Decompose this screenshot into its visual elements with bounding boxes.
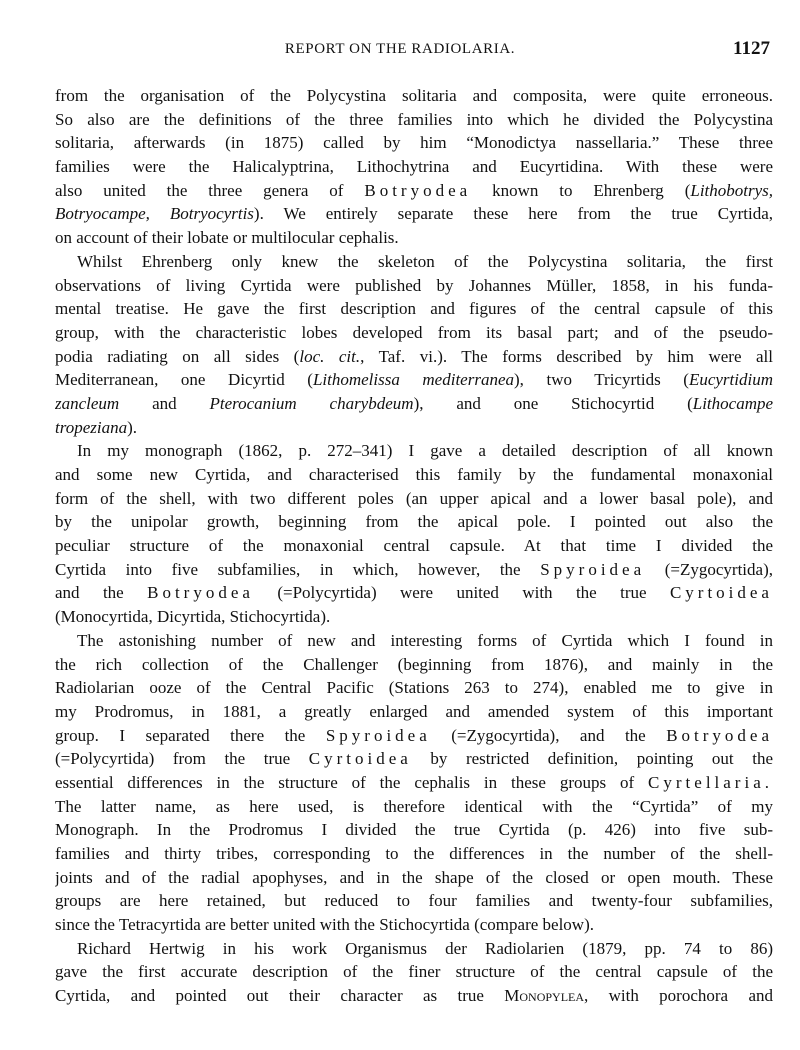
text-line: [55, 392, 773, 416]
italic-text: tropeziana: [55, 417, 128, 437]
text-segment: The latter name, as here used, is therefore identical with the “Cyrtida” of my: [55, 796, 773, 816]
text-line: [55, 84, 773, 108]
italic-text: Lithobotrys,: [690, 180, 773, 200]
text-line: [55, 108, 773, 132]
text-segment: gave the first accurate description of the finer structure of the central capsule of the: [55, 962, 773, 982]
text-segment: joints and of the radial apophyses, and in the shape of the closed or open mouth. These: [55, 867, 773, 887]
text-segment: ).: [127, 417, 138, 437]
text-line: [55, 439, 773, 463]
text-segment: the rich collection of the Challenger (beginning from 1876), and mainly in the: [55, 654, 773, 674]
text-segment: observations of living Cyrtida were published by Johannes Müller, 1858, in his funda-: [55, 275, 773, 295]
text-line: [55, 179, 773, 203]
text-segment: Monograph. In the Prodromus I divided the true Cyrtida (p. 426) into five sub-: [55, 820, 773, 840]
text-line: [55, 274, 773, 298]
text-segment: Cyrtida, and pointed out their character as true: [55, 986, 505, 1006]
text-line: [55, 202, 773, 226]
spaced-taxon-name: Cyrtoidea: [669, 583, 773, 603]
text-segment: The astonishing number of new and interesting forms of Cyrtida which I found in: [77, 630, 773, 650]
running-title: REPORT ON THE RADIOLARIA.: [284, 41, 516, 57]
italic-text: loc. cit.: [299, 346, 361, 366]
text-segment: group, with the characteristic lobes developed from its basal part; and of the pseudo-: [55, 322, 773, 342]
text-segment: on account of their lobate or multilocular cephalis.: [55, 228, 399, 248]
text-segment: form of the shell, with two different poles (an upper apical and a lower basal pole), and: [55, 488, 773, 508]
text-segment: , with porochora and: [584, 986, 773, 1006]
italic-text: Pterocanium charybdeum: [209, 393, 414, 413]
text-line: [55, 368, 773, 392]
text-segment: , Taf. vi.). The forms described by him were all: [360, 346, 773, 366]
italic-text: zancleum: [55, 393, 120, 413]
spaced-taxon-name: Spyroidea: [325, 725, 431, 745]
text-segment: (=Polycyrtida) were united with the true: [253, 583, 670, 603]
text-line: [55, 889, 773, 913]
text-segment: my Prodromus, in 1881, a greatly enlarged and amended system of this important: [55, 701, 773, 721]
text-segment: Richard Hertwig in his work Organismus der Radiolarien (1879, pp. 74 to 86): [77, 938, 773, 958]
text-line: [55, 724, 773, 748]
text-segment: podia radiating on all sides (: [55, 346, 300, 366]
text-line: [55, 842, 773, 866]
text-line: [55, 653, 773, 677]
text-segment: ). We entirely separate these here from the true Cyrtida,: [253, 204, 773, 224]
text-segment: So also are the definitions of the three families into which he divided the Polycystina: [55, 109, 773, 129]
body-text: [55, 84, 773, 1008]
text-segment: groups are here retained, but reduced to four families and twenty-four subfamilies,: [55, 891, 773, 911]
text-segment: Mediterranean, one Dicyrtid (: [55, 370, 313, 390]
text-segment: (=Zygocyrtida),: [645, 559, 773, 579]
text-line: [55, 629, 773, 653]
text-segment: and some new Cyrtida, and characterised this family by the fundamental monaxonial: [55, 465, 773, 484]
text-line: [55, 795, 773, 819]
text-line: [55, 913, 773, 937]
text-line: [55, 321, 773, 345]
text-segment: by the unipolar growth, beginning from the apical pole. I pointed out also the: [55, 512, 773, 532]
text-line: [55, 345, 773, 369]
spaced-taxon-name: Botryodea: [147, 583, 254, 603]
text-segment: peculiar structure of the monaxonial central capsule. At that time I divided the: [55, 536, 773, 556]
text-segment: by restricted definition, pointing out the: [411, 749, 773, 769]
text-segment: from the organisation of the Polycystina solitaria and composita, were quite erroneous.: [55, 86, 773, 105]
spaced-taxon-name: Botryodea: [364, 180, 472, 200]
text-line: [55, 226, 773, 250]
text-segment: since the Tetracyrtida are better united with the Stichocyrtida (compare below).: [55, 915, 594, 935]
spaced-taxon-name: Spyroidea: [540, 559, 646, 579]
text-line: [55, 581, 773, 605]
text-line: [55, 297, 773, 321]
text-segment: In my monograph (1862, p. 272–341) I gave a detailed description of all known: [77, 441, 773, 461]
text-line: [55, 676, 773, 700]
text-line: [55, 747, 773, 771]
text-segment: and: [119, 393, 210, 413]
text-line: [55, 700, 773, 724]
text-segment: essential differences in the structure of the cephalis in these groups of: [55, 772, 649, 792]
text-segment: Radiolarian ooze of the Central Pacific (Stations 263 to 274), enabled me to give in: [55, 678, 773, 698]
text-line: [55, 510, 773, 534]
text-line: [55, 937, 773, 961]
italic-text: Eucyrtidium: [688, 370, 773, 390]
text-line: [55, 487, 773, 511]
small-caps-text: Monopylea: [504, 986, 585, 1006]
text-line: [55, 984, 773, 1008]
text-line: [55, 960, 773, 984]
text-segment: Cyrtida into five subfamilies, in which, however, the: [55, 559, 541, 579]
text-line: [55, 866, 773, 890]
text-line: [55, 771, 773, 795]
text-line: [55, 250, 773, 274]
spaced-taxon-name: Botryodea: [666, 725, 773, 745]
italic-text: Botryocampe, Botryocyrtis: [55, 204, 254, 224]
text-segment: and the: [55, 583, 148, 603]
text-segment: mental treatise. He gave the first description and figures of the central capsule of this: [55, 299, 773, 319]
text-segment: families and thirty tribes, corresponding to the differences in the number of the shell-: [55, 844, 773, 863]
text-segment: (=Polycyrtida) from the true: [55, 749, 309, 769]
text-line: [55, 416, 773, 440]
text-segment: (=Zygocyrtida), and the: [430, 725, 667, 745]
text-line: [55, 534, 773, 558]
text-line: [55, 605, 773, 629]
text-line: [55, 131, 773, 155]
text-line: [55, 463, 773, 487]
text-line: [55, 558, 773, 582]
text-segment: group. I separated there the: [55, 725, 326, 745]
text-segment: families were the Halicalyptrina, Lithochytrina and Eucyrtidina. With these were: [55, 157, 773, 177]
text-segment: (Monocyrtida, Dicyrtida, Stichocyrtida).: [55, 607, 331, 627]
page-number: 1127: [733, 38, 770, 59]
italic-text: Lithocampe: [692, 393, 773, 413]
spaced-taxon-name: Cyrtellaria.: [648, 772, 773, 792]
text-segment: Whilst Ehrenberg only knew the skeleton of the Polycystina solitaria, the first: [77, 251, 773, 271]
text-segment: ), two Tricyrtids (: [514, 370, 689, 390]
italic-text: Lithomelissa mediterranea: [312, 370, 515, 390]
text-segment: solitaria, afterwards (in 1875) called by him “Monodictya nassellaria.” These three: [55, 133, 773, 153]
text-line: [55, 155, 773, 179]
text-line: [55, 818, 773, 842]
spaced-taxon-name: Cyrtoidea: [308, 749, 412, 769]
text-segment: also united the three genera of: [55, 180, 365, 200]
text-segment: ), and one Stichocyrtid (: [413, 393, 693, 413]
text-segment: known to Ehrenberg (: [471, 180, 691, 200]
